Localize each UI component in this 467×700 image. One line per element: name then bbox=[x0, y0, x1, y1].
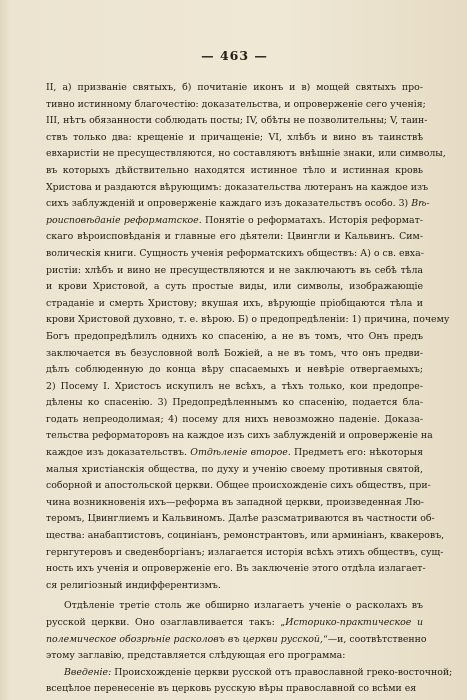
text-line: 2) Посему I. Христосъ искупилъ не всѣхъ, а тѣхъ только, кои предопре- bbox=[46, 380, 423, 392]
page-number: — 463 — bbox=[201, 48, 268, 63]
text-line: крови Христовой духовно, т. е. вѣрою. Б) о предопредѣленіи: 1) причина, почему bbox=[46, 314, 450, 326]
text-line: Отдѣленіе третіе столь же обширно излагаетъ ученіе о расколахъ въ bbox=[64, 600, 423, 612]
text-line: всецѣлое перенесеніе въ церковь русскую вѣры православной со всѣми ея bbox=[46, 683, 417, 695]
text-line: ствъ только два: крещеніе и причащеніе; VI, хлѣбъ и вино въ таинствѣ bbox=[46, 131, 423, 143]
text-line: волическія книги. Сущность ученія реформатскихъ обществъ: А) о св. евха- bbox=[46, 247, 424, 259]
text-line: ность ихъ ученія и опроверженіе его. Въ заключеніе этого отдѣла излагает- bbox=[46, 563, 426, 575]
text-line: полемическое обозрѣніе расколовъ въ церкви русской,“—и, соотвѣтственно bbox=[46, 633, 427, 645]
text-line: III, нѣтъ обязанности соблюдать посты; IV, обѣты не позволительны; V, таин- bbox=[46, 115, 428, 127]
text-line: Введеніе: Происхожденіе церкви русской отъ православной греко-восточной; bbox=[64, 666, 453, 678]
text-line: дѣлены ко спасенію. 3) Предопредѣленнымъ ко спасенію, подается бла- bbox=[46, 397, 423, 409]
text-line: малыя христіанскія общества, по духу и ученію своему противныя святой, bbox=[46, 463, 423, 475]
text-line: дѣлъ соблюденную до конца вѣру спасаемыхъ и невѣріе отвергаемыхъ; bbox=[46, 364, 423, 376]
paragraph-schisms bbox=[46, 598, 427, 664]
text-line: щества: анабаптистовъ, социніанъ, ремонстрантовъ, или арминіанъ, квакеровъ, bbox=[46, 530, 445, 542]
paragraph-confessions bbox=[46, 80, 450, 594]
text-line: годать непреодолимая; 4) посему для нихъ невозможно паденіе. Доказа- bbox=[46, 413, 423, 425]
text-line: теромъ, Цвинглиемъ и Кальвиномъ. Далѣе разсматриваются въ частности об- bbox=[46, 513, 435, 525]
text-line: сихъ заблужденій и опроверженіе каждаго изъ доказательствъ особо. 3) Вѣ- bbox=[46, 198, 430, 210]
text-line: чина возникновенія ихъ—реформа въ западной церкви, произведенная Лю- bbox=[46, 496, 424, 508]
text-line: въ которыхъ дѣйствительно находятся истинное тѣло и истинная кровь bbox=[46, 164, 423, 176]
text-line: евхаристіи не пресуществляются, но составляютъ внѣшніе знаки, или символы, bbox=[46, 148, 446, 160]
text-line: каждое изъ доказательствъ. Отдѣленіе второе. Предметъ его: нѣкоторыя bbox=[46, 447, 423, 459]
text-line: заключается въ безусловной волѣ Божіей, а не въ томъ, что онъ предви- bbox=[46, 347, 423, 359]
text-line: гернгутеровъ и сведенборгіанъ; излагается исторія всѣхъ этихъ обществъ, сущ- bbox=[46, 546, 444, 558]
text-line: Богъ предопредѣлилъ однихъ ко спасенію, а не въ томъ, что Онъ предъ bbox=[46, 330, 423, 342]
text-line: ристіи: хлѣбъ и вино не пресуществляются и не заключаютъ въ себѣ тѣла bbox=[46, 264, 423, 276]
text-line: и крови Христовой, а суть простые виды, или символы, изображающіе bbox=[46, 281, 423, 293]
text-line: тивно истинному благочестію: доказательства, и опроверженіе сего ученія; bbox=[46, 98, 426, 110]
text-line: соборной и апостольской церкви. Общее происхожденіе сихъ обществъ, при- bbox=[46, 480, 431, 492]
text-line: русской церкви. Оно озаглавливается такъ: „Историко-практическое и bbox=[46, 617, 423, 628]
text-line: скаго вѣроисповѣданія и главные его дѣятели: Цвингли и Кальвинъ. Сим- bbox=[46, 231, 423, 243]
paragraph-introduction bbox=[46, 665, 453, 698]
text-line: II, а) призваніе святыхъ, б) почитаніе иконъ и в) мощей святыхъ про- bbox=[46, 82, 423, 93]
text-line: роисповѣданіе реформатское. Понятіе о реформатахъ. Исторія реформат- bbox=[46, 214, 423, 226]
text-line: Христова и раздаются вѣрующимъ: доказательства лютеранъ на каждое изъ bbox=[46, 181, 429, 193]
text-line: этому заглавію, представляется слѣдующая его программа: bbox=[46, 650, 346, 662]
text-line: тельства реформаторовъ на каждое изъ сихъ заблужденій и опроверженіе на bbox=[46, 430, 433, 442]
text-line: ся религіозный индифферентизмъ. bbox=[46, 579, 221, 591]
text-line: страданіе и смерть Христову; вкушая ихъ, вѣрующіе пріобщаются тѣла и bbox=[46, 297, 423, 309]
